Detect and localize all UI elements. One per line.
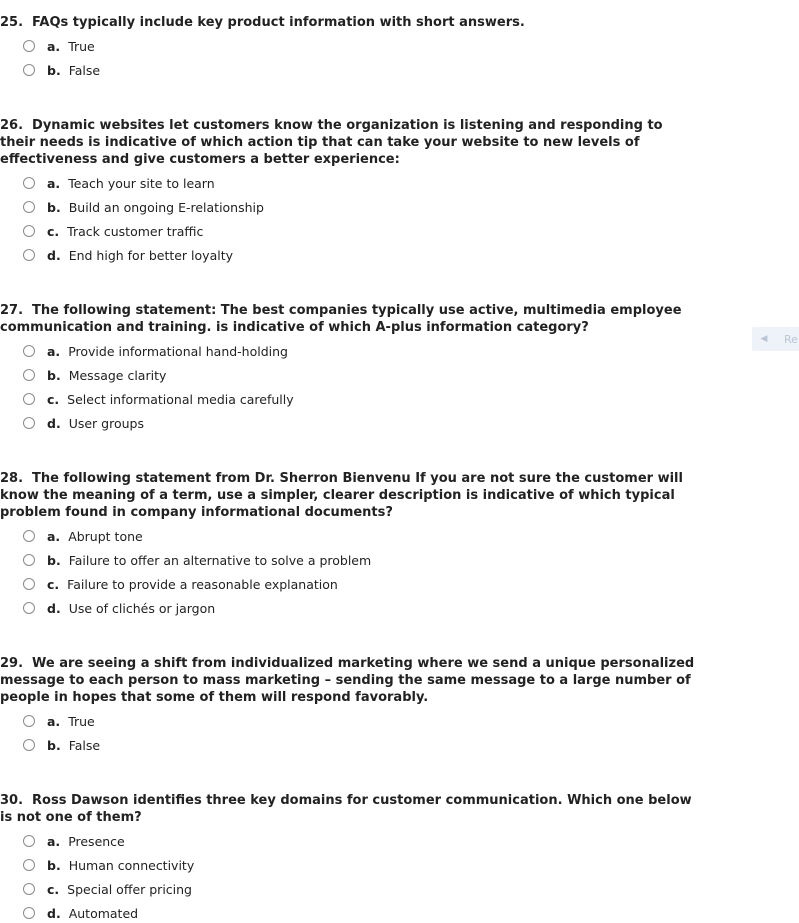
option-c[interactable]: c. Special offer pricing	[0, 877, 700, 901]
question-30	[0, 792, 700, 923]
radio-button[interactable]	[23, 40, 35, 52]
radio-button[interactable]	[23, 835, 35, 847]
radio-button[interactable]	[23, 225, 35, 237]
radio-button[interactable]	[23, 417, 35, 429]
radio-button[interactable]	[23, 345, 35, 357]
side-button-label: Re	[784, 332, 798, 346]
question-text: 27. The following statement: The best companies typically use active, multimedia employee communication and training. is indicative of which A-plus information category?	[0, 303, 682, 335]
option-d[interactable]: d. Automated	[0, 901, 700, 923]
option-b[interactable]: b. Human connectivity	[0, 853, 700, 877]
option-a[interactable]: a. True	[0, 709, 700, 733]
question-26	[0, 117, 700, 267]
radio-button[interactable]	[23, 177, 35, 189]
option-a[interactable]: a. Provide informational hand-holding	[0, 339, 700, 363]
radio-button[interactable]	[23, 739, 35, 751]
radio-button[interactable]	[23, 554, 35, 566]
radio-button[interactable]	[23, 249, 35, 261]
radio-button[interactable]	[23, 859, 35, 871]
radio-button[interactable]	[23, 907, 35, 919]
floating-side-button[interactable]	[752, 327, 799, 351]
question-25	[0, 14, 700, 82]
arrow-left-icon: ◀	[760, 334, 768, 344]
answer-options	[0, 34, 700, 82]
option-a[interactable]: a. Abrupt tone	[0, 524, 700, 548]
option-b[interactable]: b. False	[0, 733, 700, 757]
option-c[interactable]: c. Failure to provide a reasonable explanation	[0, 572, 700, 596]
radio-button[interactable]	[23, 715, 35, 727]
answer-options	[0, 171, 700, 267]
radio-button[interactable]	[23, 201, 35, 213]
question-text: 26. Dynamic websites let customers know the organization is listening and responding to their needs is indicative of which action tip that can take your website to new levels of effectiveness and give customers a better experience:	[0, 118, 663, 167]
radio-button[interactable]	[23, 883, 35, 895]
question-text: 29. We are seeing a shift from individualized marketing where we send a unique personalized message to each person to mass marketing – sending the same message to a large number of people in hopes that some of them will respond favorably.	[0, 656, 695, 705]
radio-button[interactable]	[23, 602, 35, 614]
option-c[interactable]: c. Select informational media carefully	[0, 387, 700, 411]
question-27	[0, 302, 700, 435]
question-28	[0, 470, 700, 620]
option-d[interactable]: d. User groups	[0, 411, 700, 435]
answer-options	[0, 339, 700, 435]
radio-button[interactable]	[23, 369, 35, 381]
option-a[interactable]: a. True	[0, 34, 700, 58]
option-a[interactable]: a. Teach your site to learn	[0, 171, 700, 195]
radio-button[interactable]	[23, 578, 35, 590]
option-b[interactable]: b. Failure to offer an alternative to solve a problem	[0, 548, 700, 572]
question-text: 25. FAQs typically include key product information with short answers.	[0, 15, 525, 30]
question-29	[0, 655, 700, 757]
answer-options	[0, 524, 700, 620]
radio-button[interactable]	[23, 530, 35, 542]
answer-options	[0, 709, 700, 757]
question-text: 28. The following statement from Dr. Sherron Bienvenu If you are not sure the customer will know the meaning of a term, use a simpler, clearer description is indicative of which typical problem found in company informational documents?	[0, 471, 683, 520]
option-d[interactable]: d. Use of clichés or jargon	[0, 596, 700, 620]
radio-button[interactable]	[23, 64, 35, 76]
radio-button[interactable]	[23, 393, 35, 405]
option-b[interactable]: b. Message clarity	[0, 363, 700, 387]
question-text: 30. Ross Dawson identifies three key domains for customer communication. Which one below is not one of them?	[0, 793, 692, 825]
option-d[interactable]: d. End high for better loyalty	[0, 243, 700, 267]
option-a[interactable]: a. Presence	[0, 829, 700, 853]
option-c[interactable]: c. Track customer traffic	[0, 219, 700, 243]
option-b[interactable]: b. Build an ongoing E-relationship	[0, 195, 700, 219]
option-b[interactable]: b. False	[0, 58, 700, 82]
answer-options	[0, 829, 700, 923]
